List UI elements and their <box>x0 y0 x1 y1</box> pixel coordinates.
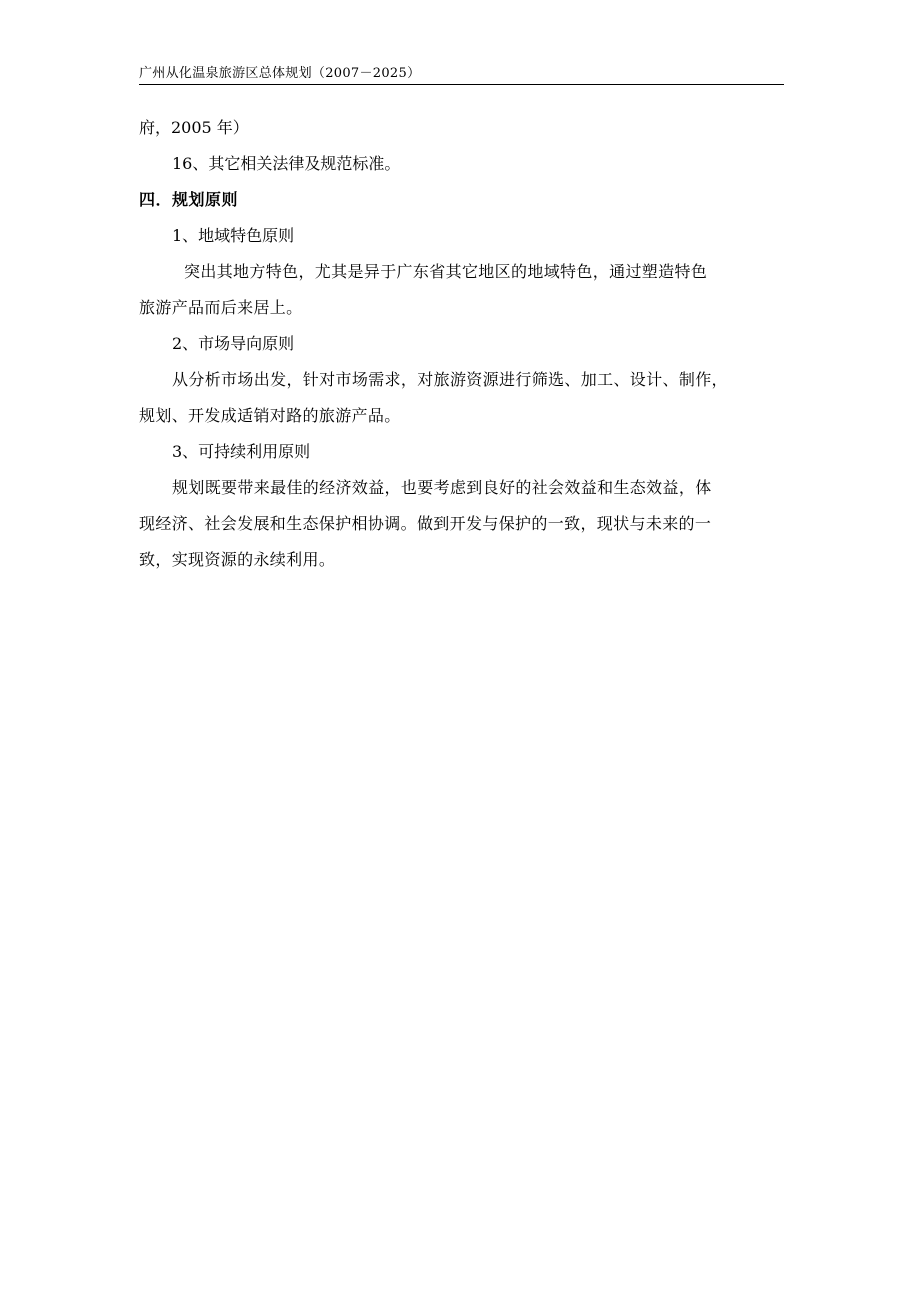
list-item-16: 16、其它相关法律及规范标准。 <box>172 154 401 173</box>
paragraph-line: 旅游产品而后来居上。 <box>139 298 303 317</box>
principle-title-regional: 1、地域特色原则 <box>172 226 295 245</box>
page-header: 广州从化温泉旅游区总体规划（2007－2025） <box>139 66 421 81</box>
paragraph-line: 规划既要带来最佳的经济效益，也要考虑到良好的社会效益和生态效益，体 <box>172 478 712 497</box>
section-heading-principles: 四．规划原则 <box>139 190 239 209</box>
header-rule <box>139 84 784 85</box>
continuation-line: 府，2005 年） <box>139 118 249 137</box>
paragraph-line: 规划、开发成适销对路的旅游产品。 <box>139 406 401 425</box>
paragraph-line: 现经济、社会发展和生态保护相协调。做到开发与保护的一致，现状与未来的一 <box>139 514 712 533</box>
principle-title-sustainable: 3、可持续利用原则 <box>172 442 311 461</box>
paragraph-line: 突出其地方特色，尤其是异于广东省其它地区的地域特色，通过塑造特色 <box>184 262 708 281</box>
document-body <box>139 110 784 578</box>
paragraph-line: 致，实现资源的永续利用。 <box>139 550 336 569</box>
principle-title-market: 2、市场导向原则 <box>172 334 295 353</box>
paragraph-line: 从分析市场出发，针对市场需求，对旅游资源进行筛选、加工、设计、制作， <box>172 370 728 389</box>
